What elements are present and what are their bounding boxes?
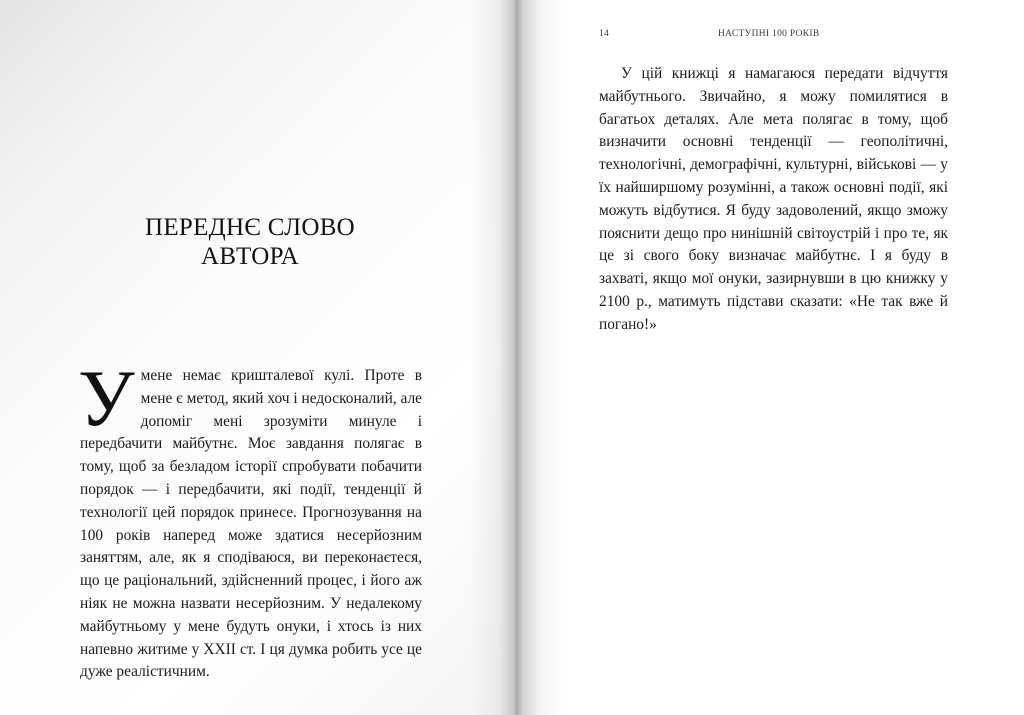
- chapter-title: [100, 213, 400, 271]
- chapter-title-line-1: ПЕРЕДНЄ СЛОВО: [144, 214, 356, 241]
- book-gutter-shadow: [470, 0, 565, 715]
- foreword-body-text: мене немає кришталевої кулі. Проте в мене є метод, який хоч і недосконалий, але допоміг мені зрозуміти минуле і передбачити майбутнє. Моє завдання полягає в тому, щоб за безладом історії спробувати побачити порядок — і передбачити, які події, тенденції й технології цей порядок принесе. Прогнозування на 100 років наперед може здатися несерйозним заняттям, але, як я сподіваюся, ви переконаєтеся, що це раціональний, здійсненний процес, і його аж ніяк не можна назвати несерйозним. У недалекому майбутньому у мене будуть онуки, і хтось із них напевно житиме у XXII ст. І ця думка робить усе це дуже реалістичним.: [80, 367, 422, 681]
- page-number: 14: [599, 29, 610, 39]
- drop-cap: У: [78, 355, 135, 443]
- right-page-paragraph: У цій книжці я намагаюся передати відчуття майбутнього. Звичайно, я можу помилятися в багатьох деталях. Але мета полягає в тому, щоб визначити основні тенденції — геополітичні, технологічні, демографічні, культурні, військові — у їх найширшому розумінні, а також основні події, які можуть відбутися. Я буду задоволений, якщо зможу пояснити дещо про нинішній світоустрій і про те, як це зі свого боку визначає майбутнє. І я буду в захваті, якщо мої онуки, зазирнувши в цю книжку у 2100 р., матимуть підстави сказати: «Не так вже й погано!»: [599, 65, 948, 333]
- foreword-paragraph: [78, 355, 422, 684]
- running-head-title: НАСТУПНІ 100 РОКІВ: [718, 29, 820, 39]
- chapter-title-line-2: АВТОРА: [201, 243, 299, 270]
